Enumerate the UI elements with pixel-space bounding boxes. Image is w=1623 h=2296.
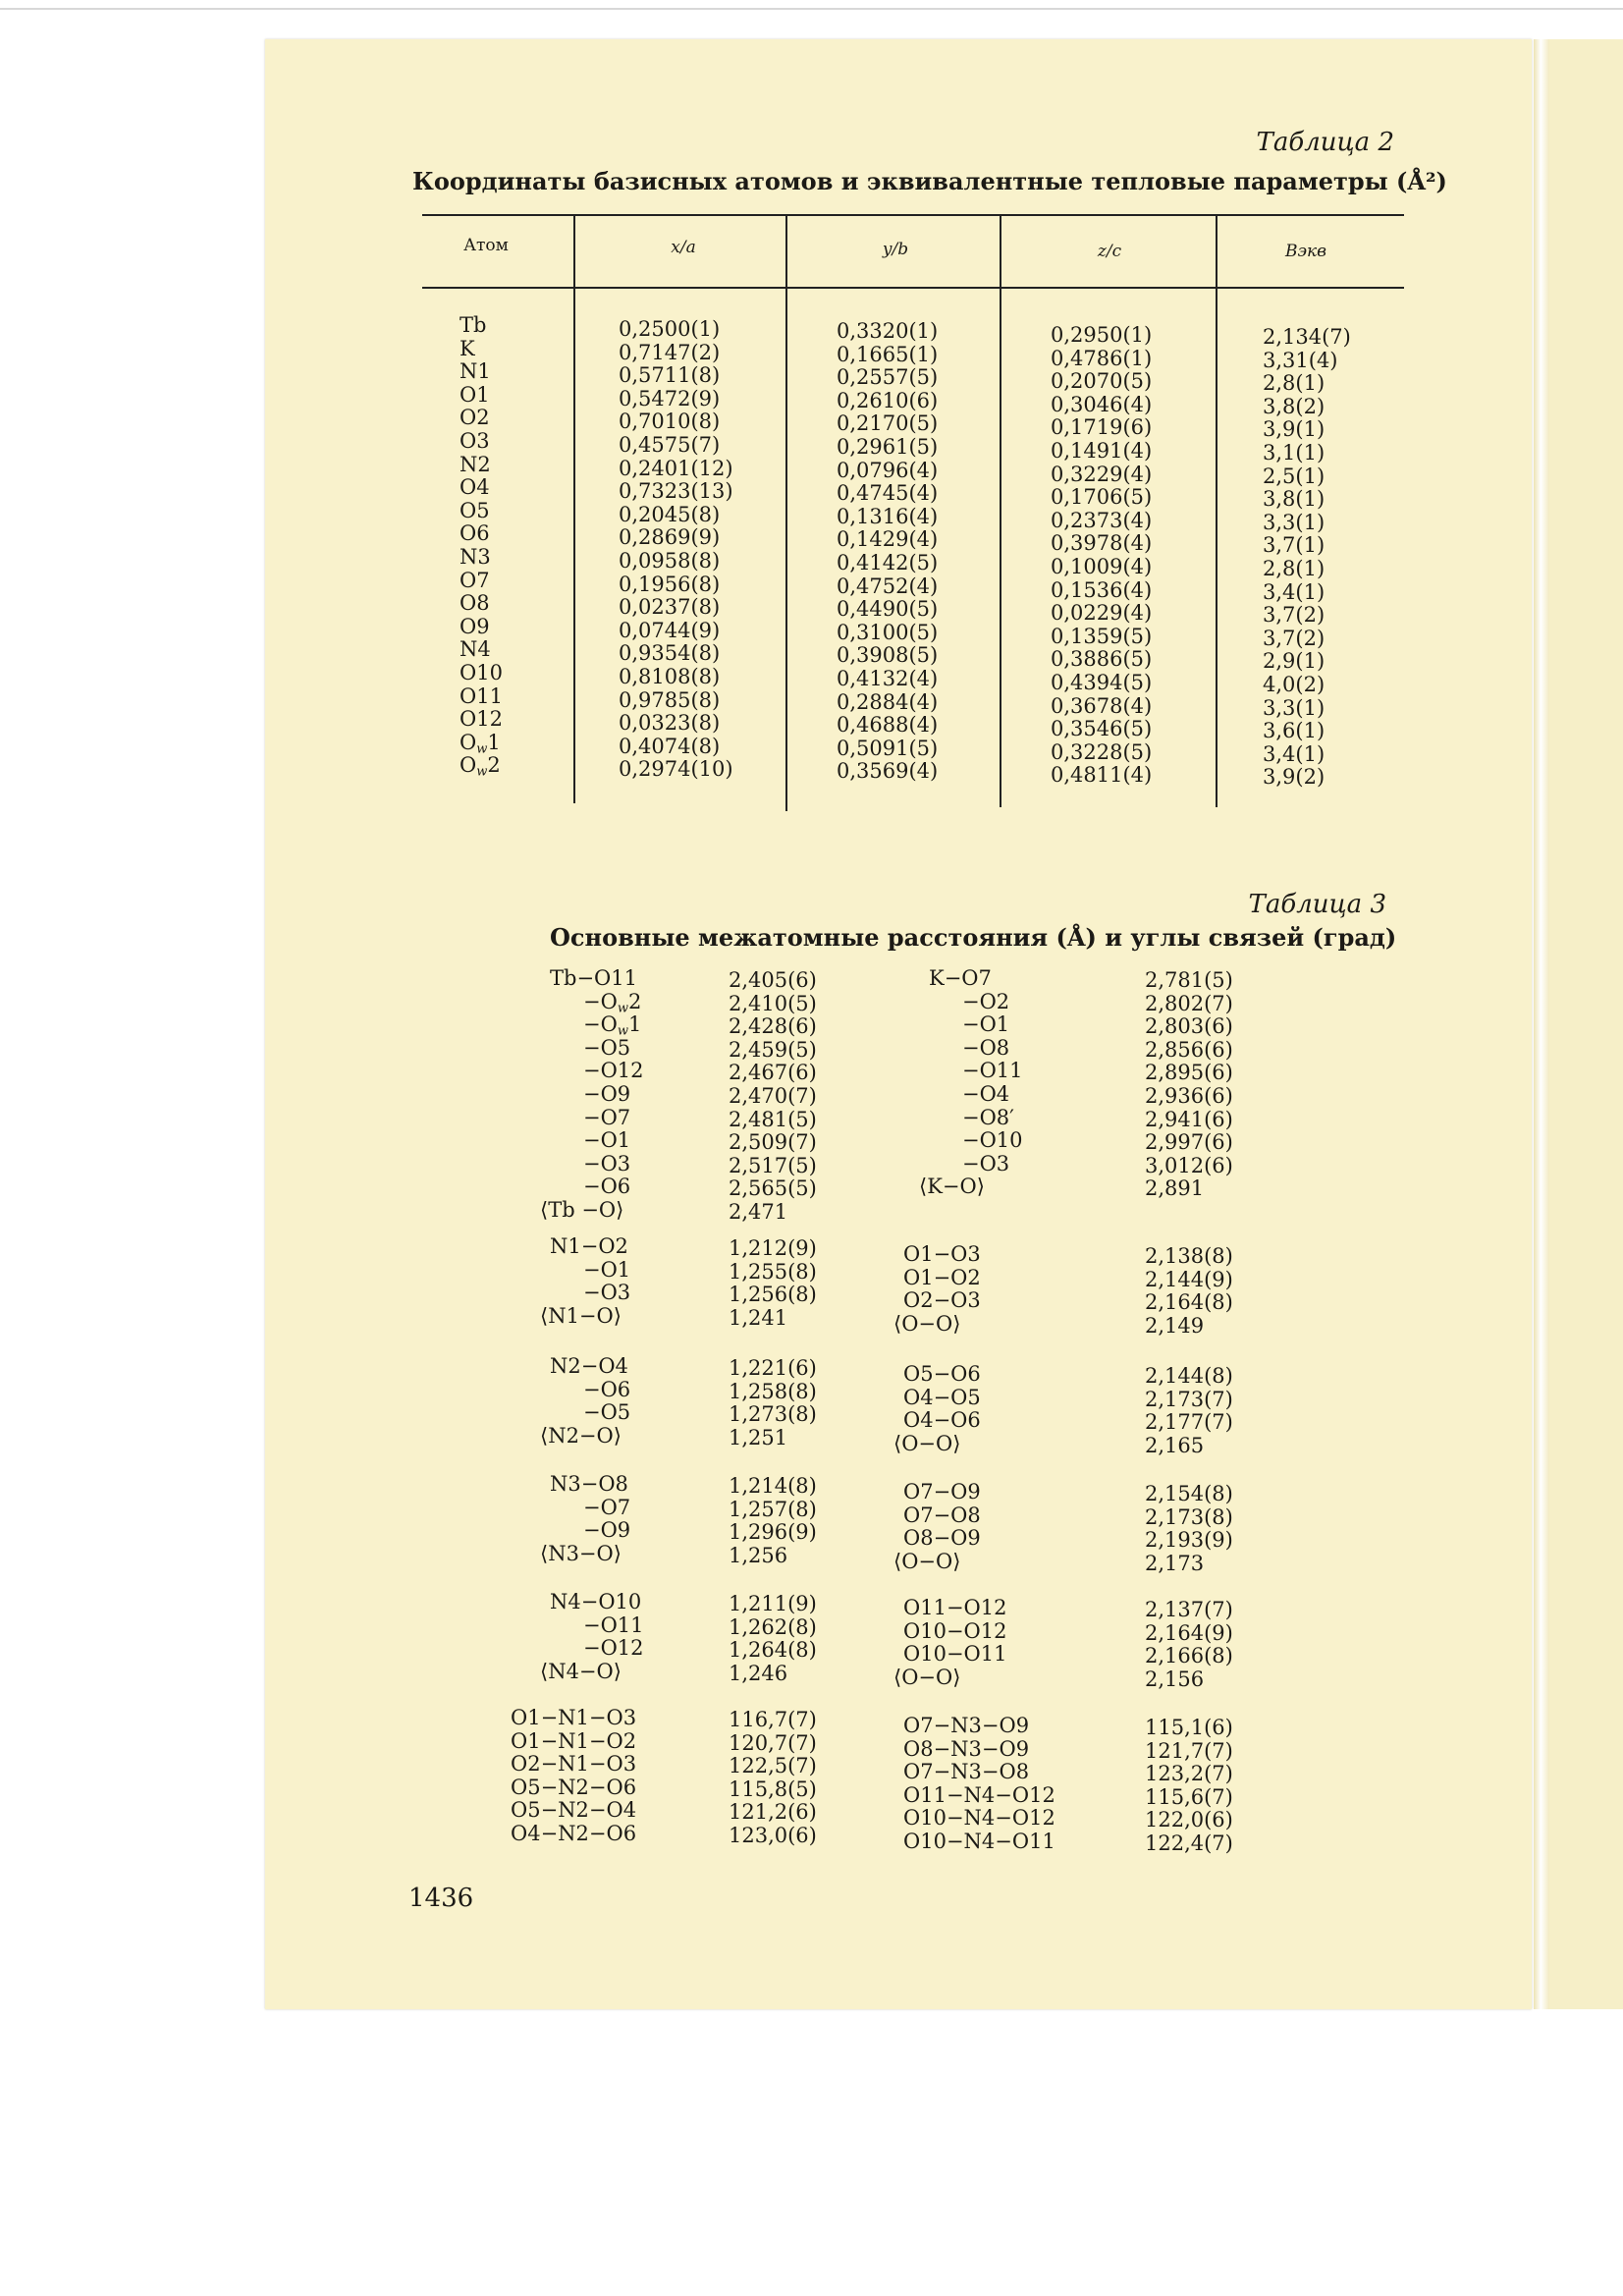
table3-value: 2,149 [1145, 1313, 1205, 1338]
table3-label: ⟨N2−O⟩ [540, 1423, 622, 1448]
table2-cell-z: 0,1359(5) [1051, 624, 1153, 648]
table3-label: −O4 [962, 1081, 1010, 1106]
table2-cell-x: 0,0323(8) [619, 711, 721, 736]
table2-cell-z: 0,4394(5) [1051, 670, 1153, 694]
table2-cell-y: 0,4490(5) [837, 597, 939, 622]
table2-cell-z: 0,1491(4) [1051, 438, 1153, 463]
table2-cell-b: 2,134(7) [1263, 325, 1351, 349]
table2-cell-x: 0,4575(7) [619, 432, 721, 457]
table3-right-values-4 [1145, 1599, 1233, 1691]
table2-cell-b: 3,7(2) [1263, 603, 1325, 628]
table3-value: 2,936(6) [1145, 1083, 1233, 1108]
table3-value: 2,481(5) [729, 1107, 817, 1131]
table3-left-values-2 [729, 1357, 817, 1449]
table2-cell-atom: $O_w1$ [460, 730, 501, 756]
table3-value: 121,7(7) [1145, 1738, 1233, 1763]
table2-cell-b: 3,4(1) [1263, 579, 1325, 604]
table3-label: ⟨N4−O⟩ [540, 1659, 622, 1683]
table2-cell-y: 0,4745(4) [837, 481, 939, 506]
table2-cell-y: 0,1665(1) [837, 342, 939, 366]
table2-cell-z: 0,3229(4) [1051, 462, 1153, 486]
table2-cell-z: 0,2373(4) [1051, 508, 1153, 532]
table3-value: 2,165 [1145, 1433, 1205, 1457]
table2-b-column [1263, 326, 1351, 790]
table3-label: N2−O4 [550, 1354, 628, 1378]
table3-label: ⟨O−O⟩ [893, 1665, 961, 1689]
table2-cell-y: 0,1316(4) [837, 504, 939, 528]
table2-cell-y: 0,2557(5) [837, 365, 939, 390]
table2-cell-z: 0,4811(4) [1051, 763, 1153, 788]
table2-cell-y: 0,2170(5) [837, 411, 939, 436]
table3-label: O10−N4−O11 [903, 1829, 1055, 1853]
table3-value: 115,1(6) [1145, 1716, 1233, 1739]
table2-cell-b: 3,8(2) [1263, 394, 1325, 418]
table3-right-labels-4 [893, 1596, 1100, 1689]
table2-cell-y: 0,2884(4) [837, 689, 939, 714]
table2-cell-x: 0,8108(8) [619, 664, 721, 688]
table3-label: O1−O3 [903, 1242, 981, 1266]
table3-value: 2,428(6) [729, 1014, 817, 1039]
table2-cell-b: 3,9(1) [1263, 417, 1325, 442]
table3-label: −O6 [583, 1377, 631, 1401]
table3-label: −O1 [583, 1128, 631, 1153]
table3-left-labels-1 [540, 1234, 746, 1328]
table3-label: −O3 [962, 1151, 1010, 1175]
table3-label: O7−O8 [903, 1503, 981, 1527]
table3-value: 2,177(7) [1145, 1410, 1233, 1435]
table3-left-labels-4 [540, 1590, 746, 1683]
table3-label: −O7 [583, 1495, 631, 1519]
table3-left-values-4 [729, 1593, 817, 1685]
table2-cell-z: 0,3046(4) [1051, 392, 1153, 416]
table3-value: 122,4(7) [1145, 1831, 1233, 1855]
table3-value: 2,891 [1145, 1176, 1205, 1201]
table2-cell-atom: O11 [460, 683, 503, 708]
page-gutter [1534, 39, 1549, 2009]
table2-cell-atom: $O_w2$ [460, 753, 501, 780]
table3-left-values-5 [729, 1709, 817, 1848]
table2-cell-y: 0,3908(5) [837, 643, 939, 668]
table2-cell-z: 0,3678(4) [1051, 693, 1153, 718]
table3-label: ⟨O−O⟩ [893, 1311, 961, 1336]
table2-header-x: x/a [671, 238, 696, 257]
table3-label: −O1 [962, 1012, 1010, 1037]
table2-col-divider-3 [1000, 214, 1001, 807]
table2-cell-b: 2,5(1) [1263, 464, 1325, 488]
table2-cell-x: 0,2401(12) [619, 456, 733, 480]
table3-value: 2,156 [1145, 1667, 1205, 1691]
table3-label: $-O_w2$ [583, 989, 642, 1015]
table3-value: 2,997(6) [1145, 1130, 1233, 1155]
table3-label: O4−N2−O6 [511, 1821, 637, 1845]
table3-label: N3−O8 [550, 1472, 628, 1496]
table3-value: 2,459(5) [729, 1037, 817, 1062]
table2-cell-b: 3,31(4) [1263, 348, 1338, 372]
table3-right-values-5 [1145, 1717, 1233, 1856]
table2-cell-y: 0,2610(6) [837, 388, 939, 412]
table3-value: 2,173 [1145, 1551, 1205, 1575]
table3-value: 2,895(6) [1145, 1061, 1233, 1085]
table3-value: 1,211(9) [729, 1592, 817, 1615]
table3-value: 2,470(7) [729, 1083, 817, 1108]
table2-cell-b: 3,7(1) [1263, 533, 1325, 558]
table2-cell-b: 4,0(2) [1263, 672, 1325, 696]
table3-left-values-1 [729, 1237, 817, 1330]
table2-cell-z: 0,1719(6) [1051, 415, 1153, 440]
table3-label: ⟨N1−O⟩ [540, 1303, 622, 1328]
table3-value: 1,296(9) [729, 1520, 817, 1545]
table3-label: ⟨O−O⟩ [893, 1431, 961, 1455]
table2-cell-y: 0,2961(5) [837, 434, 939, 459]
table2-header-b: Вэкв [1284, 242, 1327, 261]
table2-cell-atom: O2 [460, 406, 490, 430]
table2-header-y: y/b [882, 240, 909, 259]
table3-value: 2,173(8) [1145, 1504, 1233, 1529]
table3-right-labels-5 [903, 1715, 1100, 1854]
table3-value: 1,241 [729, 1305, 788, 1330]
table3-label: −O9 [583, 1518, 631, 1543]
table3-value: 2,802(7) [1145, 991, 1233, 1015]
table3-value: 123,0(6) [729, 1823, 817, 1847]
table3-value: 1,221(6) [729, 1356, 817, 1380]
table3-label: O5−N2−O4 [511, 1798, 637, 1823]
table3-label: O2−O3 [903, 1288, 981, 1313]
table3-label: O7−N3−O8 [903, 1760, 1030, 1784]
table2-cell-atom: O5 [460, 498, 490, 522]
table3-label: O1−O2 [903, 1265, 981, 1289]
table3-value: 1,273(8) [729, 1402, 817, 1427]
table3-value: 2,856(6) [1145, 1037, 1233, 1062]
table2-top-rule [422, 214, 1404, 216]
table3-label: K−O7 [929, 966, 992, 990]
table3-label: Tb−O11 [550, 966, 637, 990]
table2-cell-y: 0,4752(4) [837, 574, 939, 598]
table3-value: 1,214(8) [729, 1474, 817, 1498]
table3-label: O10−N4−O12 [903, 1806, 1055, 1831]
table2-cell-atom: N3 [460, 544, 491, 569]
table3-left-labels-3 [540, 1472, 746, 1565]
table3-label: ⟨K−O⟩ [919, 1175, 985, 1199]
table2-cell-atom: O8 [460, 591, 490, 616]
table2-cell-b: 3,4(1) [1263, 741, 1325, 766]
table3-value: 1,264(8) [729, 1638, 817, 1663]
table3-value: 1,255(8) [729, 1259, 817, 1284]
table3-label: ⟨Tb −O⟩ [540, 1197, 624, 1222]
table2-atom-column [460, 314, 503, 778]
table3-label: O8−N3−O9 [903, 1736, 1030, 1761]
table3-value: 2,471 [729, 1199, 788, 1224]
table3-label: O10−O12 [903, 1618, 1007, 1643]
table3-value: 1,258(8) [729, 1379, 817, 1403]
table3-left-labels-5 [511, 1707, 707, 1846]
table2-cell-y: 0,5091(5) [837, 736, 939, 760]
table2-col-divider-4 [1216, 214, 1217, 807]
table2-cell-z: 0,3886(5) [1051, 647, 1153, 672]
table2-cell-b: 3,7(2) [1263, 626, 1325, 650]
table3-value: 2,166(8) [1145, 1644, 1233, 1668]
table3-label: −O3 [583, 1151, 631, 1175]
table3-caption: Таблица 3 [1248, 890, 1386, 919]
table2-cell-z: 0,2950(1) [1051, 323, 1153, 347]
table3-left-labels-0 [540, 966, 746, 1223]
table2-cell-x: 0,7147(2) [619, 340, 721, 364]
table2-cell-b: 3,9(2) [1263, 765, 1325, 790]
table3-label: −O3 [583, 1281, 631, 1305]
table3-label: O1−N1−O3 [511, 1706, 637, 1729]
table3-label: O5−O6 [903, 1362, 981, 1386]
table3-label: −O9 [583, 1081, 631, 1106]
table2-cell-atom: O12 [460, 707, 503, 732]
table2-header-atom: Атом [463, 236, 509, 255]
table2-cell-b: 2,9(1) [1263, 649, 1325, 674]
table3-value: 2,517(5) [729, 1153, 817, 1177]
table3-label: −O1 [583, 1257, 631, 1282]
table2-cell-b: 3,1(1) [1263, 440, 1325, 465]
table2-cell-y: 0,4688(4) [837, 713, 939, 738]
table3-value: 115,6(7) [1145, 1784, 1233, 1809]
table3-label: −O2 [962, 989, 1010, 1013]
table2-cell-y: 0,3320(1) [837, 319, 939, 343]
top-edge-line [0, 8, 1623, 10]
table2-cell-z: 0,1706(5) [1051, 485, 1153, 510]
table2-cell-x: 0,9354(8) [619, 641, 721, 666]
table3-label: O1−N1−O2 [511, 1728, 637, 1753]
table2-cell-x: 0,2045(8) [619, 502, 721, 526]
table2-caption: Таблица 2 [1256, 128, 1394, 157]
table2-col-divider-2 [785, 214, 787, 811]
table3-label: −O12 [583, 1059, 644, 1083]
table2-cell-x: 0,1956(8) [619, 572, 721, 596]
table3-value: 3,012(6) [1145, 1153, 1233, 1177]
table3-value: 123,2(7) [1145, 1762, 1233, 1786]
table3-label: O10−O11 [903, 1642, 1007, 1667]
table2-cell-atom: N2 [460, 452, 491, 476]
table2-cell-atom: O7 [460, 568, 490, 592]
table2-y-column [837, 320, 938, 784]
table3-label: O11−O12 [903, 1596, 1007, 1619]
table3-value: 2,193(9) [1145, 1528, 1233, 1553]
table2-cell-atom: O6 [460, 521, 490, 546]
table3-value: 2,405(6) [729, 968, 817, 992]
table3-value: 2,781(5) [1145, 968, 1233, 992]
table2-cell-x: 0,2974(10) [619, 757, 733, 782]
table3-label: −O8′ [962, 1105, 1014, 1129]
table2-x-column [619, 318, 733, 782]
table2-cell-z: 0,0229(4) [1051, 601, 1153, 626]
table3-left-values-3 [729, 1475, 817, 1567]
table3-right-values-0 [1145, 969, 1233, 1201]
table3-left-values-0 [729, 969, 817, 1225]
table3-value: 2,164(8) [1145, 1290, 1233, 1315]
table2-cell-x: 0,5472(9) [619, 386, 721, 410]
table3-value: 115,8(5) [729, 1777, 817, 1801]
table2-cell-atom: O9 [460, 614, 490, 638]
table2-cell-b: 2,8(1) [1263, 556, 1325, 580]
table2-cell-y: 0,3569(4) [837, 759, 939, 784]
table3-value: 120,7(7) [729, 1730, 817, 1755]
table3-label: ⟨N3−O⟩ [540, 1541, 622, 1565]
table3-value: 1,256 [729, 1543, 788, 1567]
table3-value: 2,173(7) [1145, 1387, 1233, 1411]
table3-right-labels-2 [893, 1362, 1100, 1455]
table3-title: Основные межатомные расстояния (Å) и углы связей (град) [550, 923, 1397, 952]
next-page-edge [1549, 39, 1623, 2009]
table2-cell-atom: K [460, 336, 475, 360]
table3-label: O11−N4−O12 [903, 1782, 1055, 1807]
table3-value: 1,256(8) [729, 1283, 817, 1307]
table3-label: −O6 [583, 1175, 631, 1199]
table3-right-labels-3 [893, 1480, 1100, 1573]
page-number: 1436 [408, 1884, 474, 1913]
table3-value: 1,212(9) [729, 1236, 817, 1260]
table2-cell-x: 0,0237(8) [619, 595, 721, 620]
table2-cell-b: 3,3(1) [1263, 510, 1325, 534]
table2-cell-z: 0,3228(5) [1051, 739, 1153, 764]
table2-cell-atom: N1 [460, 359, 491, 384]
table3-value: 2,138(8) [1145, 1244, 1233, 1268]
table3-label: −O12 [583, 1636, 644, 1661]
table2-cell-atom: O1 [460, 382, 490, 407]
table3-right-labels-1 [893, 1242, 1100, 1336]
table3-value: 2,164(9) [1145, 1620, 1233, 1645]
table2-cell-b: 2,8(1) [1263, 371, 1325, 396]
table3-value: 2,137(7) [1145, 1598, 1233, 1621]
table2-cell-z: 0,3978(4) [1051, 531, 1153, 556]
table3-label: O4−O6 [903, 1408, 981, 1433]
table3-label: N1−O2 [550, 1234, 628, 1258]
table3-value: 122,0(6) [1145, 1808, 1233, 1832]
table2-cell-x: 0,9785(8) [619, 687, 721, 712]
table2-cell-y: 0,3100(5) [837, 620, 939, 644]
table3-value: 1,251 [729, 1425, 788, 1449]
table3-value: 1,262(8) [729, 1614, 817, 1639]
table2-cell-b: 3,6(1) [1263, 719, 1325, 743]
table2-cell-atom: N4 [460, 637, 491, 662]
table3-label: ⟨O−O⟩ [893, 1549, 961, 1573]
table2-col-divider-1 [573, 214, 575, 803]
table3-label: −O11 [962, 1059, 1023, 1083]
table2-cell-z: 0,2070(5) [1051, 369, 1153, 394]
table3-right-labels-0 [919, 966, 1125, 1199]
table2-cell-x: 0,4074(8) [619, 734, 721, 758]
table3-value: 2,941(6) [1145, 1107, 1233, 1131]
table3-label: −O8 [962, 1035, 1010, 1060]
table2-cell-z: 0,1009(4) [1051, 554, 1153, 578]
table2-cell-y: 0,0796(4) [837, 458, 939, 482]
table3-value: 1,246 [729, 1661, 788, 1685]
table2-title: Координаты базисных атомов и эквивалентные тепловые параметры (Å²) [412, 167, 1447, 195]
table2-cell-z: 0,1536(4) [1051, 577, 1153, 602]
table3-label: −O5 [583, 1035, 631, 1060]
table3-value: 2,144(8) [1145, 1364, 1233, 1388]
table3-value: 2,410(5) [729, 991, 817, 1015]
table2-cell-y: 0,4142(5) [837, 550, 939, 574]
table3-label: O2−N1−O3 [511, 1752, 637, 1777]
table3-value: 2,565(5) [729, 1176, 817, 1201]
table3-right-values-1 [1145, 1245, 1233, 1338]
table2-cell-x: 0,2500(1) [619, 317, 721, 341]
table3-label: −O7 [583, 1105, 631, 1129]
table3-label: O4−O5 [903, 1385, 981, 1409]
table3-value: 2,467(6) [729, 1061, 817, 1085]
table3-label: O8−O9 [903, 1526, 981, 1551]
table2-cell-atom: O3 [460, 428, 490, 453]
table2-cell-x: 0,7010(8) [619, 410, 721, 434]
table2-cell-x: 0,0744(9) [619, 618, 721, 642]
table3-right-values-3 [1145, 1483, 1233, 1575]
table2-cell-y: 0,4132(4) [837, 666, 939, 690]
table3-value: 116,7(7) [729, 1708, 817, 1731]
table2-header-z: z/c [1097, 242, 1122, 261]
table3-label: −O11 [583, 1613, 644, 1637]
table3-value: 121,2(6) [729, 1800, 817, 1825]
table3-label: −O10 [962, 1128, 1023, 1153]
table3-label: O7−O9 [903, 1480, 981, 1503]
table2-cell-x: 0,7323(13) [619, 479, 733, 504]
table3-value: 2,144(9) [1145, 1267, 1233, 1291]
table3-left-labels-2 [540, 1354, 746, 1448]
table2-cell-b: 3,8(1) [1263, 487, 1325, 512]
table3-value: 122,5(7) [729, 1754, 817, 1778]
table2-cell-x: 0,2869(9) [619, 525, 721, 550]
table3-label: −O5 [583, 1400, 631, 1425]
table2-cell-z: 0,3546(5) [1051, 717, 1153, 741]
table2-cell-z: 0,4786(1) [1051, 346, 1153, 370]
table3-label: O5−N2−O6 [511, 1775, 637, 1799]
table2-cell-b: 3,3(1) [1263, 695, 1325, 720]
table2-cell-y: 0,1429(4) [837, 527, 939, 552]
table2-cell-atom: Tb [460, 313, 487, 337]
table3-label: N4−O10 [550, 1590, 642, 1613]
table2-cell-atom: O10 [460, 660, 503, 684]
table3-value: 2,154(8) [1145, 1482, 1233, 1505]
table2-cell-x: 0,5711(8) [619, 363, 721, 388]
table3-value: 2,509(7) [729, 1130, 817, 1155]
table3-label: $-O_w1$ [583, 1012, 642, 1039]
table3-right-values-2 [1145, 1365, 1233, 1457]
table2-z-column [1051, 324, 1152, 788]
table2-header-rule [422, 287, 1404, 289]
table3-label: O7−N3−O9 [903, 1714, 1030, 1737]
table2-cell-x: 0,0958(8) [619, 548, 721, 573]
table3-value: 2,803(6) [1145, 1014, 1233, 1039]
table3-value: 1,257(8) [729, 1497, 817, 1521]
table2-cell-atom: O4 [460, 475, 490, 500]
